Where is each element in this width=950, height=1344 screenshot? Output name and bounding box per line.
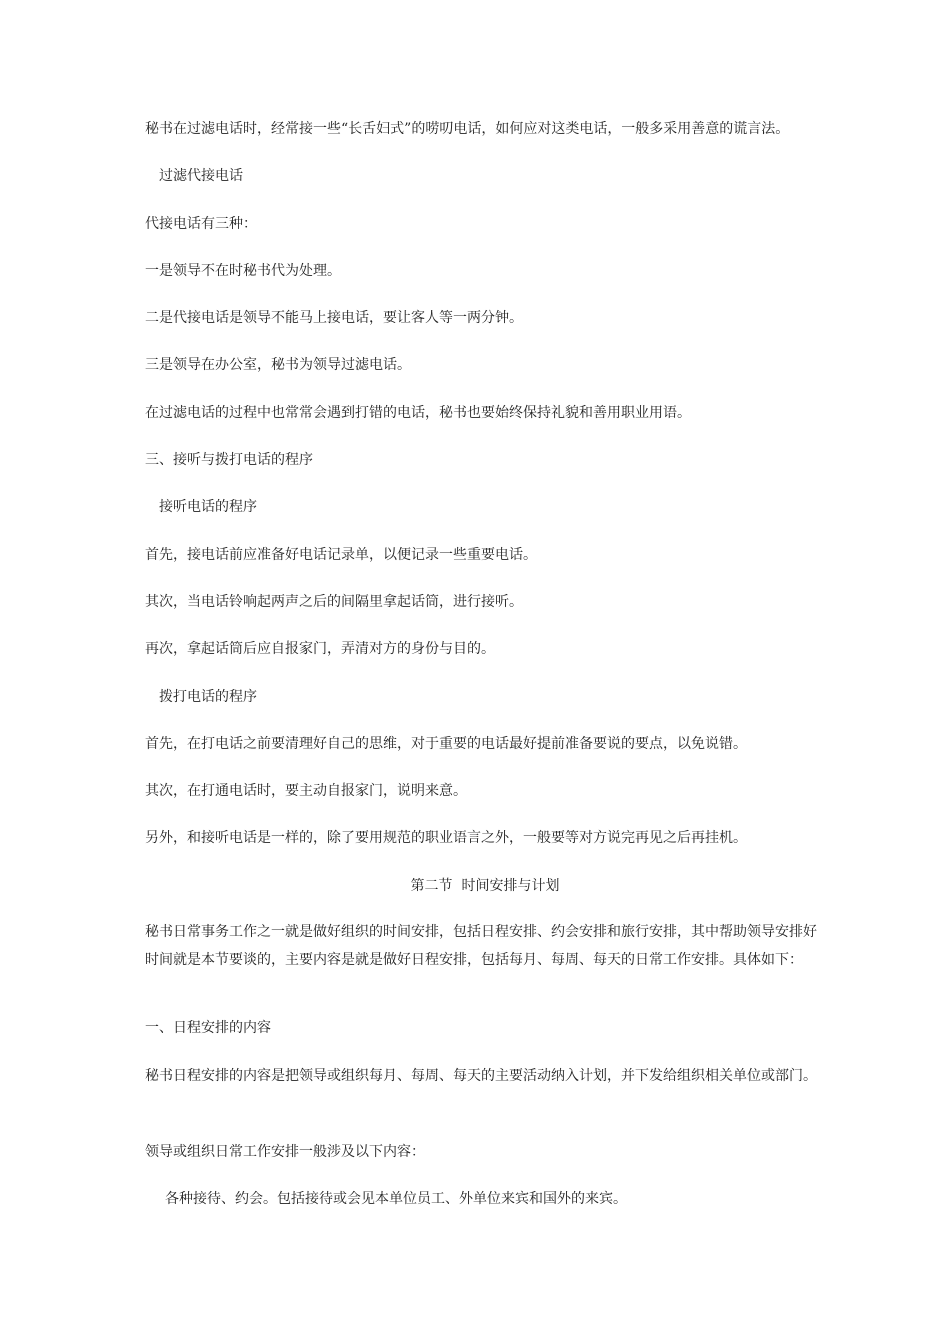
paragraph-answer-second: 其次，当电话铃响起两声之后的间隔里拿起话筒，进行接听。 (145, 594, 523, 610)
section-heading-1: 一、日程安排的内容 (145, 1020, 271, 1036)
paragraph-filter-intro: 秘书在过滤电话时，经常接一些“长舌妇式”的唠叨电话，如何应对这类电话，一般多采用善意的谎言法。 (145, 121, 790, 137)
paragraph-three-types: 代接电话有三种： (145, 216, 257, 232)
list-item-type-1: 一是领导不在时秘书代为处理。 (145, 263, 341, 279)
paragraph-schedule-items: 领导或组织日常工作安排一般涉及以下内容： (145, 1144, 425, 1160)
paragraph-wrong-number: 在过滤电话的过程中也常常会遇到打错的电话，秘书也要始终保持礼貌和善用职业用语。 (145, 405, 691, 421)
paragraph-answer-first: 首先，接电话前应准备好电话记录单，以便记录一些重要电话。 (145, 547, 537, 563)
paragraph-dial-other: 另外，和接听电话是一样的，除了要用规范的职业语言之外，一般要等对方说完再见之后再挂机。 (145, 830, 747, 846)
paragraph-dial-first: 首先，在打电话之前要清理好自己的思维，对于重要的电话最好提前准备要说的要点，以免说错。 (145, 736, 747, 752)
paragraph-answer-third: 再次，拿起话筒后应自报家门，弄清对方的身份与目的。 (145, 641, 495, 657)
list-item-reception: 各种接待、约会。包括接待或会见本单位员工、外单位来宾和国外的来宾。 (165, 1191, 627, 1207)
subheading-filter-answer: 过滤代接电话 (159, 168, 243, 184)
subheading-answer-procedure: 接听电话的程序 (159, 499, 257, 515)
paragraph-schedule-content: 秘书日程安排的内容是把领导或组织每月、每周、每天的主要活动纳入计划，并下发给组织相关单位或部门。 (145, 1068, 817, 1084)
list-item-type-2: 二是代接电话是领导不能马上接电话，要让客人等一两分钟。 (145, 310, 523, 326)
subheading-dial-procedure: 拨打电话的程序 (159, 689, 257, 705)
list-item-type-3: 三是领导在办公室，秘书为领导过滤电话。 (145, 357, 411, 373)
paragraph-time-arrangement: 秘书日常事务工作之一就是做好组织的时间安排，包括日程安排、约会安排和旅行安排，其中帮助领导安排好时间就是本节要谈的，主要内容是就是做好日程安排，包括每月、每周、每天的日常工作安排。具体如下： (145, 924, 817, 968)
section-title-2: 第二节 时间安排与计划 (410, 878, 560, 894)
paragraph-dial-second: 其次，在打通电话时，要主动自报家门，说明来意。 (145, 783, 467, 799)
section-heading-3: 三、接听与拨打电话的程序 (145, 452, 313, 468)
